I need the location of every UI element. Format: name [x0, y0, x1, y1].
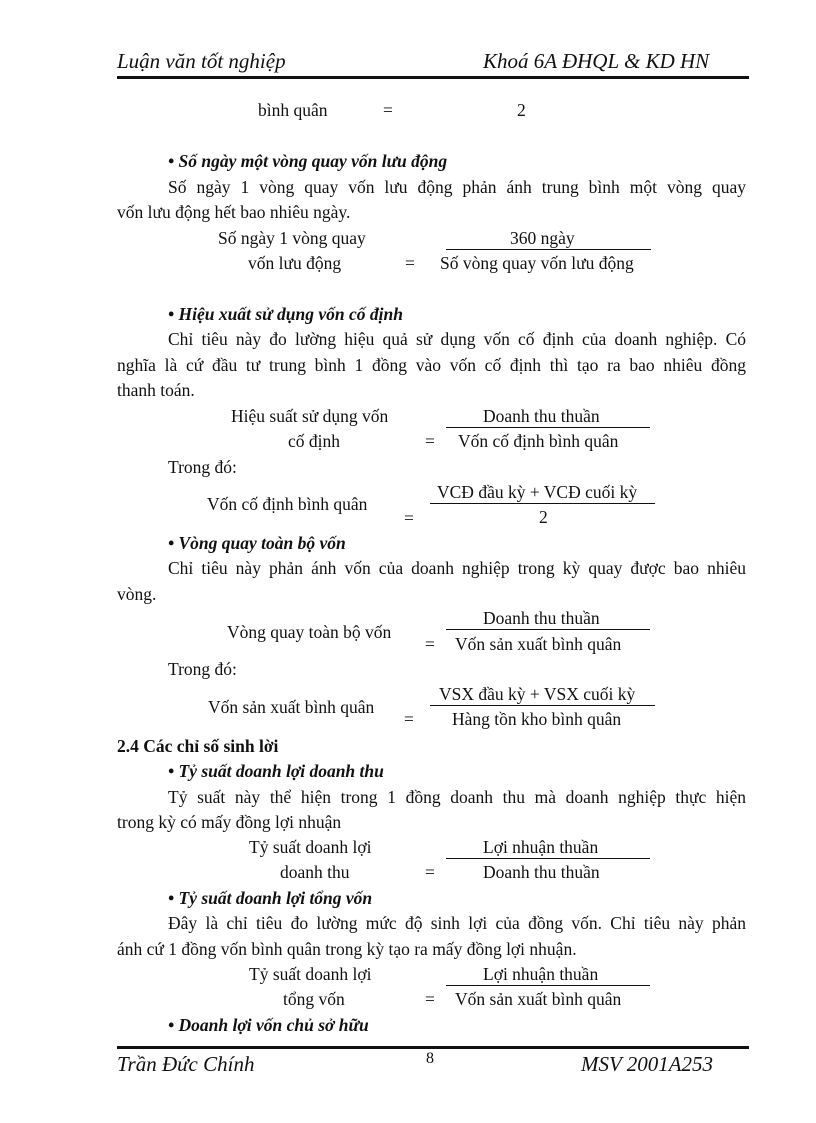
s1-f-num: 360 ngày — [510, 228, 575, 248]
top-value: 2 — [517, 100, 526, 120]
s2-g-den: 2 — [539, 507, 548, 527]
s3-f-num: Doanh thu thuần — [483, 608, 600, 628]
s5-title: • Tỷ suất doanh lợi tổng vốn — [168, 888, 373, 908]
s3-line1: Chỉ tiêu này phản ánh vốn của doanh nghiệp trong kỳ quay được bao nhiêu — [168, 558, 746, 578]
s2-line3: thanh toán. — [117, 380, 195, 400]
s3-g-num: VSX đầu kỳ + VSX cuối kỳ — [439, 684, 636, 704]
s2-g-label: Vốn cố định bình quân — [207, 494, 368, 514]
s4-fraction-bar — [446, 858, 650, 859]
s3-title: • Vòng quay toàn bộ vốn — [168, 533, 346, 553]
s4-f-label1: Tỷ suất doanh lợi — [249, 837, 372, 857]
s3-trong-do: Trong đó: — [168, 659, 237, 679]
footer-rule — [117, 1046, 749, 1049]
top-eq: = — [383, 100, 393, 120]
page-number: 8 — [426, 1050, 434, 1067]
s1-fraction-bar — [446, 249, 651, 250]
section-2-4-heading: 2.4 Các chỉ số sinh lời — [117, 736, 279, 756]
s3-g-label: Vốn sản xuất bình quân — [208, 697, 375, 717]
s1-f-label1: Số ngày 1 vòng quay — [218, 228, 366, 248]
s2-g-fraction-bar — [430, 503, 655, 504]
header-left: Luận văn tốt nghiệp — [117, 49, 286, 73]
s6-title: • Doanh lợi vốn chủ sở hữu — [168, 1015, 369, 1035]
s4-line2: trong kỳ có mấy đồng lợi nhuận — [117, 812, 342, 832]
s2-line1: Chỉ tiêu này đo lường hiệu quả sử dụng vốn cố định của doanh nghiệp. Có — [168, 329, 746, 349]
header-rule — [117, 76, 749, 79]
s5-line2: ánh cứ 1 đồng vốn bình quân trong kỳ tạo ra mấy đồng lợi nhuận. — [117, 939, 577, 959]
s3-line2: vòng. — [117, 584, 157, 604]
s1-line1: Số ngày 1 vòng quay vốn lưu động phản ánh trung bình một vòng quay — [168, 177, 746, 197]
s3-f-label: Vòng quay toàn bộ vốn — [227, 622, 392, 642]
s2-f-den: Vốn cố định bình quân — [458, 431, 619, 451]
s5-line1: Đây là chỉ tiêu đo lường mức độ sinh lợi của đồng vốn. Chỉ tiêu này phản — [168, 913, 746, 933]
s5-f-label2: tổng vốn — [283, 989, 345, 1009]
s4-f-num: Lợi nhuận thuần — [483, 837, 599, 857]
footer-left: Trần Đức Chính — [117, 1052, 255, 1076]
header-right: Khoá 6A ĐHQL & KD HN — [483, 49, 710, 73]
footer-right: MSV 2001A253 — [581, 1052, 714, 1076]
s5-f-num: Lợi nhuận thuần — [483, 964, 599, 984]
s3-fraction-bar — [446, 629, 650, 630]
s1-title: • Số ngày một vòng quay vốn lưu động — [168, 151, 448, 171]
s1-f-eq: = — [405, 253, 415, 273]
s2-f-eq: = — [425, 431, 435, 451]
s2-trong-do: Trong đó: — [168, 457, 237, 477]
s3-g-fraction-bar — [430, 705, 655, 706]
s1-f-label2: vốn lưu động — [248, 253, 342, 273]
s5-f-eq: = — [425, 989, 435, 1009]
s4-title: • Tỷ suất doanh lợi doanh thu — [168, 761, 384, 781]
s2-f-label2: cố định — [288, 431, 341, 451]
s2-g-eq: = — [404, 508, 414, 528]
s5-f-label1: Tỷ suất doanh lợi — [249, 964, 372, 984]
s2-fraction-bar — [446, 427, 650, 428]
s1-line2: vốn lưu động hết bao nhiêu ngày. — [117, 202, 351, 222]
s2-f-label1: Hiệu suất sử dụng vốn — [231, 406, 389, 426]
s3-g-den: Hàng tồn kho bình quân — [452, 709, 622, 729]
s3-f-den: Vốn sản xuất bình quân — [455, 634, 622, 654]
s4-f-label2: doanh thu — [280, 862, 350, 882]
s4-f-eq: = — [425, 862, 435, 882]
s2-title: • Hiệu xuất sử dụng vốn cố định — [168, 304, 403, 324]
s2-g-num: VCĐ đầu kỳ + VCĐ cuối kỳ — [437, 482, 638, 502]
s3-f-eq: = — [425, 634, 435, 654]
s5-fraction-bar — [446, 985, 650, 986]
s5-f-den: Vốn sản xuất bình quân — [455, 989, 622, 1009]
s3-g-eq: = — [404, 709, 414, 729]
top-label: bình quân — [258, 100, 328, 120]
s4-f-den: Doanh thu thuần — [483, 862, 600, 882]
s4-line1: Tỷ suất này thể hiện trong 1 đồng doanh thu mà doanh nghiệp thực hiện — [168, 787, 746, 807]
s2-line2: nghĩa là cứ đầu tư trung bình 1 đồng vào vốn cố định thì tạo ra bao nhiêu đồng — [117, 355, 746, 375]
s1-f-den: Số vòng quay vốn lưu động — [440, 253, 634, 273]
s2-f-num: Doanh thu thuần — [483, 406, 600, 426]
